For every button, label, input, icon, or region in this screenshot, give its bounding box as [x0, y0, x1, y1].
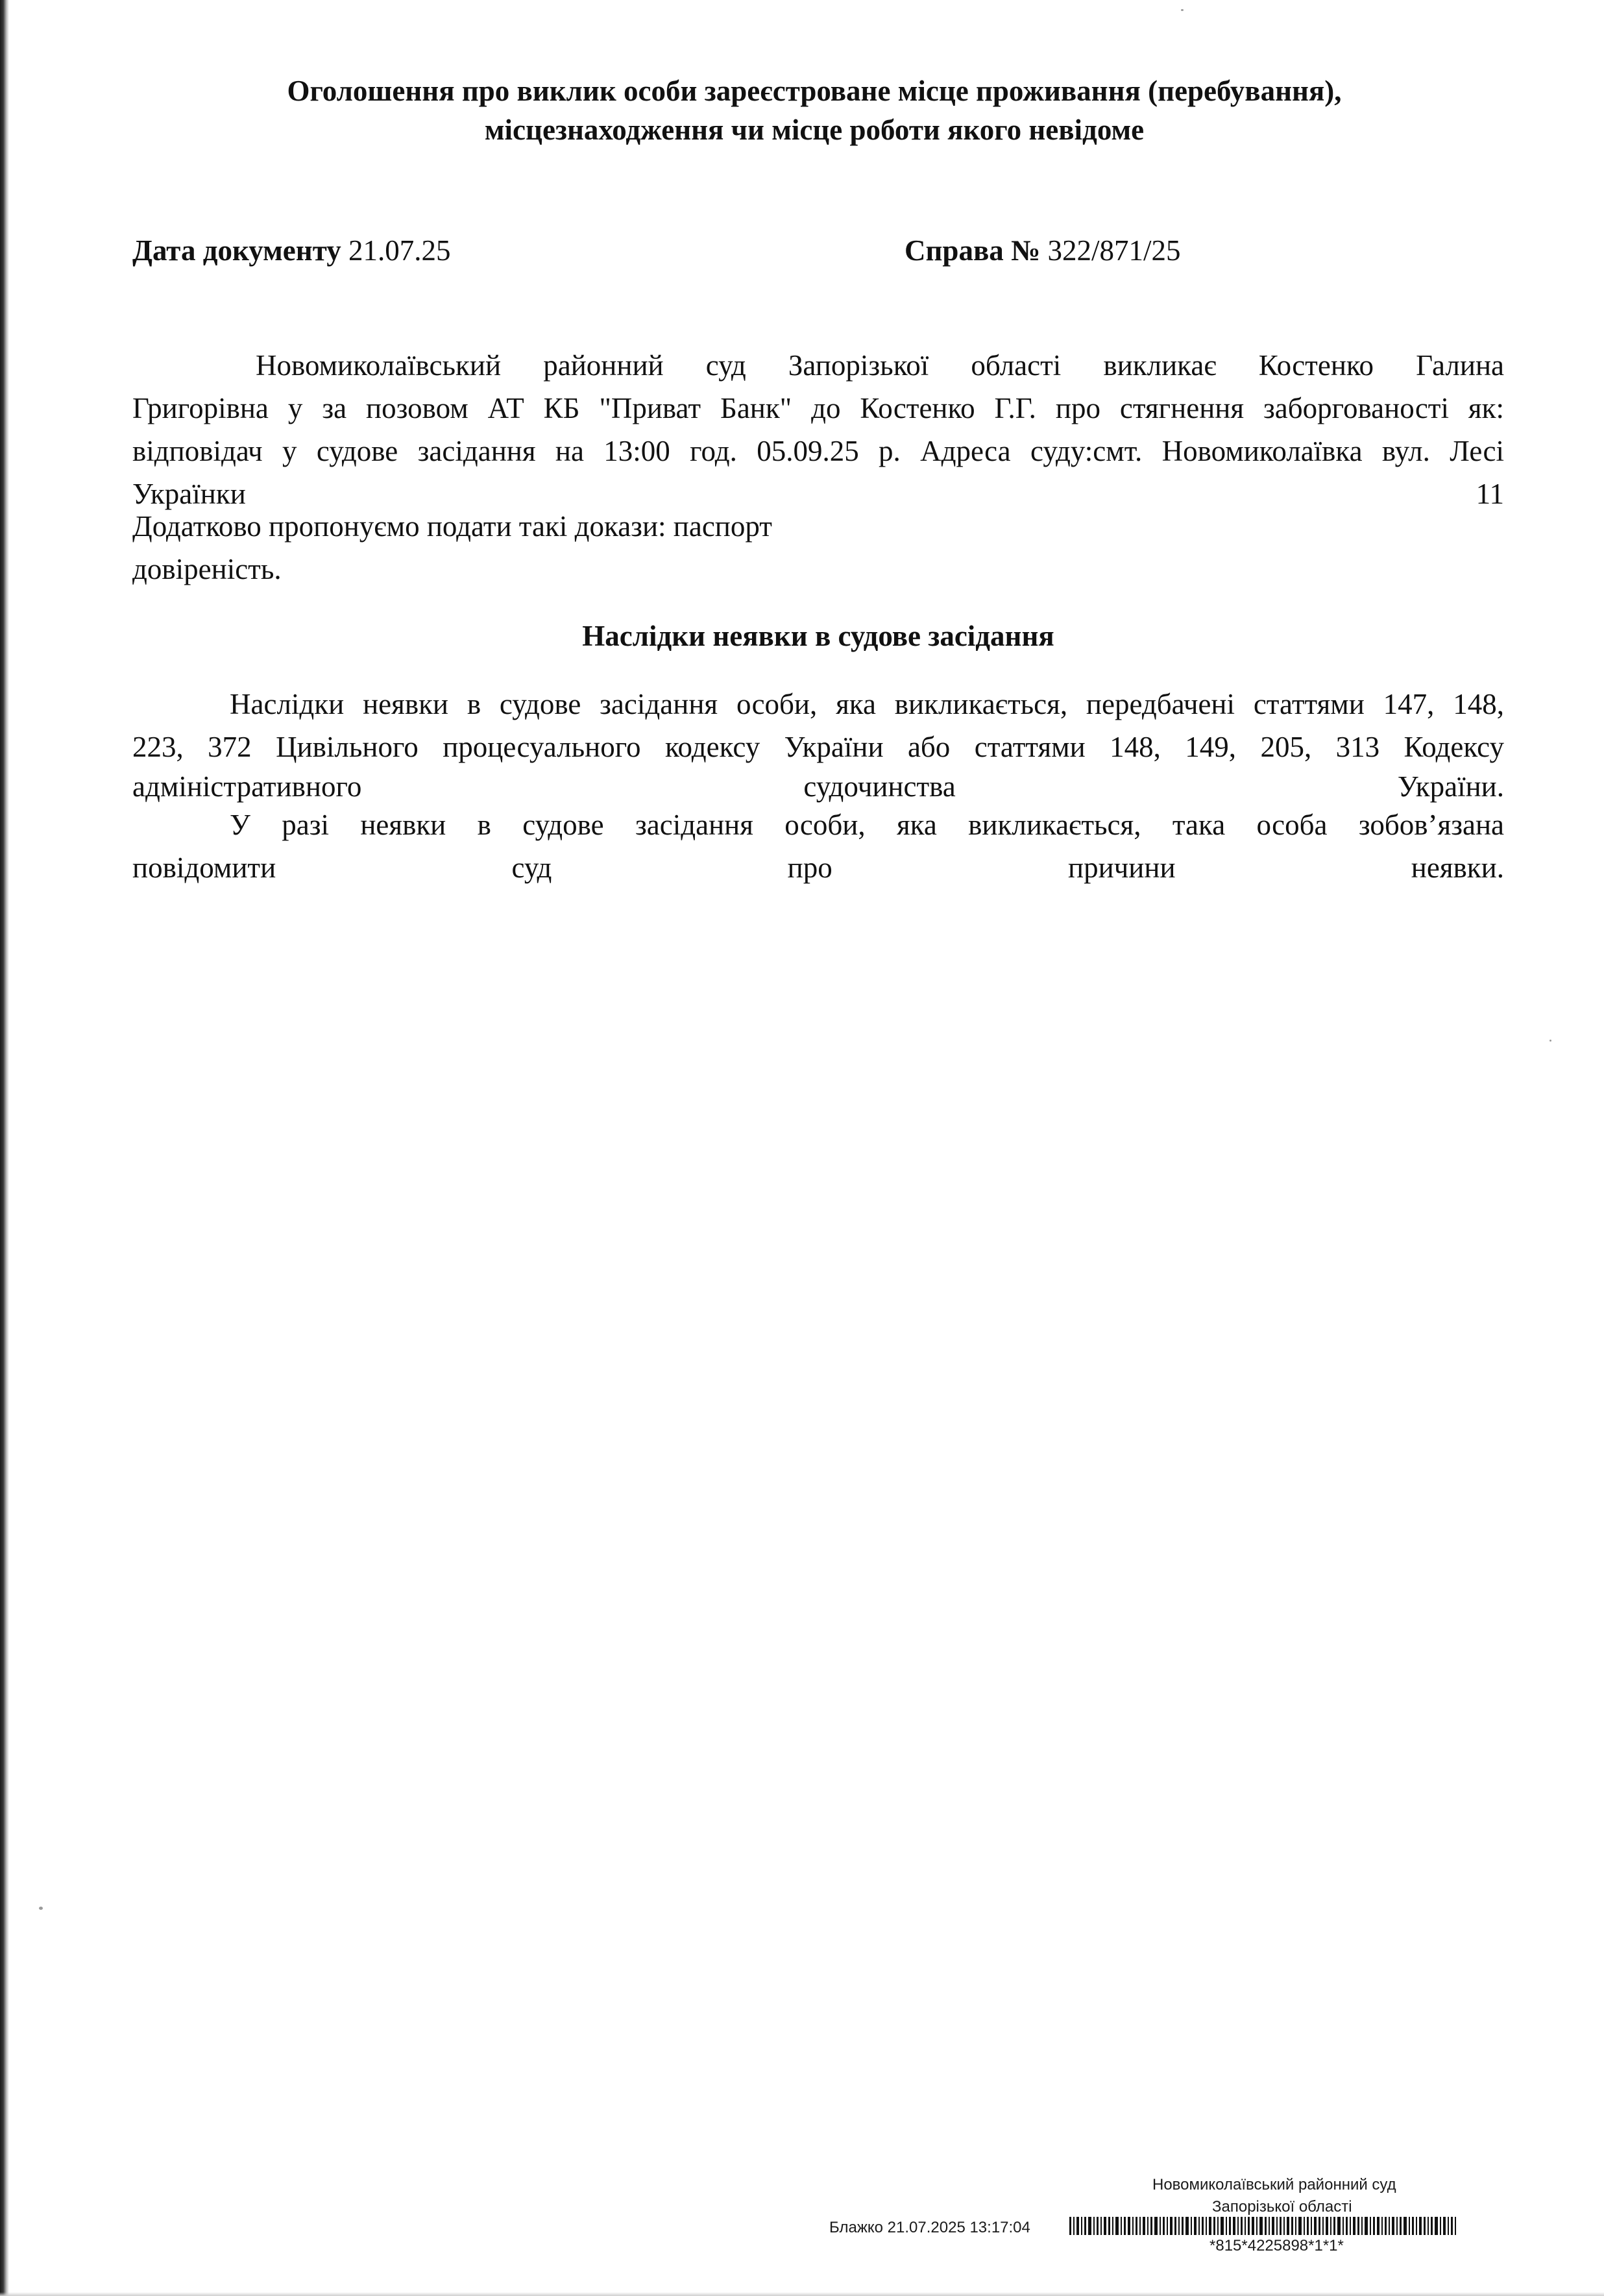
- barcode-bar: [1108, 2217, 1110, 2235]
- document-date-label: Дата документу: [132, 234, 341, 267]
- evidence-line: Додатково пропонуємо подати такі докази: паспорт: [132, 510, 772, 543]
- barcode-bar: [1287, 2217, 1289, 2235]
- consequences-line: адміністративного судочинства України.: [132, 770, 1504, 803]
- barcode-bar: [1396, 2217, 1398, 2235]
- barcode-bar: [1097, 2217, 1099, 2235]
- barcode-bar: [1307, 2217, 1309, 2235]
- barcode-bar: [1419, 2217, 1422, 2235]
- barcode-bar: [1269, 2217, 1270, 2235]
- document-date-value: 21.07.25: [348, 234, 451, 267]
- barcode-bar: [1241, 2217, 1243, 2235]
- barcode-bar: [1245, 2217, 1246, 2235]
- barcode-bar: [1100, 2217, 1102, 2235]
- barcode-bar: [1154, 2217, 1158, 2235]
- summons-line: Українки 11: [132, 478, 1504, 510]
- barcode-bar: [1252, 2217, 1254, 2235]
- barcode-bar: [1440, 2217, 1441, 2235]
- barcode-bar: [1081, 2217, 1082, 2235]
- barcode-bar: [1233, 2217, 1235, 2235]
- barcode-bar: [1182, 2217, 1184, 2235]
- barcode-bar: [1435, 2217, 1438, 2235]
- barcode-bar: [1209, 2217, 1211, 2235]
- barcode-bar: [1259, 2217, 1263, 2235]
- summons-line: Григорівна у за позовом АТ КБ "Приват Банк" до Костенко Г.Г. про стягнення заборгованості як:: [132, 392, 1504, 424]
- barcode-bar: [1198, 2217, 1200, 2235]
- barcode-bar: [1381, 2217, 1383, 2235]
- barcode-bar: [1448, 2217, 1449, 2235]
- document-title-line-1: Оголошення про виклик особи зареєстроване місце проживання (перебування),: [287, 75, 1342, 107]
- barcode-bar: [1333, 2217, 1335, 2235]
- stamp-court-name: Новомиколаївський районний суд: [1152, 2176, 1396, 2193]
- barcode-bar: [1409, 2217, 1410, 2235]
- barcode-bar: [1265, 2217, 1267, 2235]
- consequences-line: Наслідки неявки в судове засідання особи, яка викликається, передбачені статтями 147, 148,: [230, 688, 1504, 720]
- barcode-bar: [1424, 2217, 1426, 2235]
- obligation-line: У разі неявки в судове засідання особи, яка викликається, така особа зобов’язана: [230, 809, 1504, 841]
- barcode-bar: [1326, 2217, 1328, 2235]
- barcode-bar: [1428, 2217, 1429, 2235]
- stamp-court-region: Запорізької області: [1212, 2198, 1352, 2216]
- barcode-bar: [1431, 2217, 1433, 2235]
- barcode-bar: [1237, 2217, 1239, 2235]
- barcode-bar: [1185, 2217, 1189, 2235]
- barcode-bar: [1248, 2217, 1250, 2235]
- barcode-bar: [1370, 2217, 1371, 2235]
- barcode-bar: [1311, 2217, 1312, 2235]
- barcode-bar: [1160, 2217, 1161, 2235]
- barcode-bar: [1314, 2217, 1317, 2235]
- barcode-bar: [1073, 2217, 1075, 2235]
- stamp-user-timestamp: Блажко 21.07.2025 13:17:04: [829, 2219, 1030, 2236]
- barcode-bar: [1400, 2217, 1402, 2235]
- barcode-bar: [1389, 2217, 1390, 2235]
- barcode-bar: [1229, 2217, 1231, 2235]
- barcode-bar: [1346, 2217, 1348, 2235]
- barcode-bar: [1416, 2217, 1417, 2235]
- barcode-bar: [1104, 2217, 1106, 2235]
- barcode-bar: [1136, 2217, 1137, 2235]
- obligation-line: повідомити суд про причини неявки.: [132, 851, 1504, 884]
- barcode-bar: [1174, 2217, 1176, 2235]
- barcode-bar: [1283, 2217, 1285, 2235]
- barcode-bar: [1191, 2217, 1192, 2235]
- barcode-bar: [1132, 2217, 1134, 2235]
- barcode-bar: [1377, 2217, 1379, 2235]
- document-date: [132, 231, 450, 270]
- evidence-line: довіреність.: [132, 553, 282, 585]
- barcode-bar: [1213, 2217, 1215, 2235]
- barcode-bar: [1298, 2217, 1302, 2235]
- obligation-paragraph: [132, 803, 1504, 889]
- summons-line: відповідач у судове засідання на 13:00 год. 05.09.25 р. Адреса суду:смт. Новомиколаївка вул. Лесі: [132, 435, 1504, 467]
- document-title-line-2: місцезнаходження чи місце роботи якого невідоме: [484, 114, 1145, 146]
- barcode-bar: [1256, 2217, 1258, 2235]
- barcode-bar: [1343, 2217, 1344, 2235]
- barcode-bar: [1069, 2217, 1071, 2235]
- barcode-bar: [1206, 2217, 1207, 2235]
- barcode-bar: [1088, 2217, 1091, 2235]
- barcode-bar: [1385, 2217, 1387, 2235]
- barcode-bar: [1350, 2217, 1351, 2235]
- barcode-bar: [1143, 2217, 1145, 2235]
- scan-speck: [1549, 1040, 1551, 1042]
- barcode-bar: [1451, 2217, 1453, 2235]
- barcode-code: *815*4225898*1*1*: [1209, 2237, 1344, 2254]
- barcode-bar: [1361, 2217, 1363, 2235]
- barcode: [1069, 2217, 1517, 2235]
- consequences-paragraph: [132, 683, 1504, 805]
- barcode-bar: [1084, 2217, 1086, 2235]
- scan-speck: [1181, 9, 1184, 11]
- barcode-bar: [1276, 2217, 1278, 2235]
- barcode-bar: [1167, 2217, 1168, 2235]
- barcode-bar: [1147, 2217, 1148, 2235]
- barcode-bar: [1330, 2217, 1331, 2235]
- barcode-bar: [1455, 2217, 1456, 2235]
- barcode-bar: [1112, 2217, 1113, 2235]
- summons-line: Новомиколаївський районний суд Запорізької області викликає Костенко Галина: [256, 349, 1504, 382]
- barcode-bar: [1139, 2217, 1141, 2235]
- barcode-bar: [1365, 2217, 1368, 2235]
- barcode-bar: [1124, 2217, 1126, 2235]
- barcode-bar: [1357, 2217, 1359, 2235]
- barcode-bar: [1404, 2217, 1407, 2235]
- barcode-bar: [1163, 2217, 1165, 2235]
- document-title: [143, 71, 1486, 149]
- barcode-bar: [1373, 2217, 1375, 2235]
- barcode-bar: [1121, 2217, 1122, 2235]
- summons-paragraph: [132, 344, 1504, 515]
- barcode-bar: [1412, 2217, 1414, 2235]
- barcode-bar: [1150, 2217, 1152, 2235]
- case-number-label: Справа №: [905, 234, 1041, 267]
- barcode-bar: [1128, 2217, 1130, 2235]
- barcode-bar: [1170, 2217, 1173, 2235]
- barcode-bar: [1217, 2217, 1219, 2235]
- scan-speck: [39, 1907, 43, 1910]
- consequences-heading: Наслідки неявки в судове засідання: [582, 620, 1054, 652]
- barcode-bar: [1115, 2217, 1119, 2235]
- barcode-bar: [1280, 2217, 1282, 2235]
- evidence-paragraph: [132, 505, 1504, 591]
- barcode-bar: [1353, 2217, 1355, 2235]
- consequences-line: 223, 372 Цивільного процесуального кодексу України або статтями 148, 149, 205, 313 Кодексу: [132, 731, 1504, 763]
- barcode-bar: [1178, 2217, 1180, 2235]
- barcode-bar: [1076, 2217, 1079, 2235]
- barcode-bar: [1093, 2217, 1095, 2235]
- barcode-bar: [1194, 2217, 1197, 2235]
- barcode-bar: [1291, 2217, 1293, 2235]
- barcode-bar: [1318, 2217, 1320, 2235]
- barcode-bar: [1221, 2217, 1224, 2235]
- barcode-bar: [1392, 2217, 1394, 2235]
- case-number-value: 322/871/25: [1047, 234, 1181, 267]
- barcode-bar: [1295, 2217, 1296, 2235]
- barcode-bar: [1304, 2217, 1305, 2235]
- barcode-bar: [1226, 2217, 1227, 2235]
- scan-edge: [0, 0, 9, 2296]
- barcode-bar: [1337, 2217, 1341, 2235]
- case-number: [905, 231, 1181, 270]
- barcode-bar: [1202, 2217, 1204, 2235]
- barcode-bar: [1443, 2217, 1446, 2235]
- barcode-bar: [1272, 2217, 1274, 2235]
- barcode-bar: [1322, 2217, 1324, 2235]
- scan-edge-bottom: [0, 2292, 1604, 2296]
